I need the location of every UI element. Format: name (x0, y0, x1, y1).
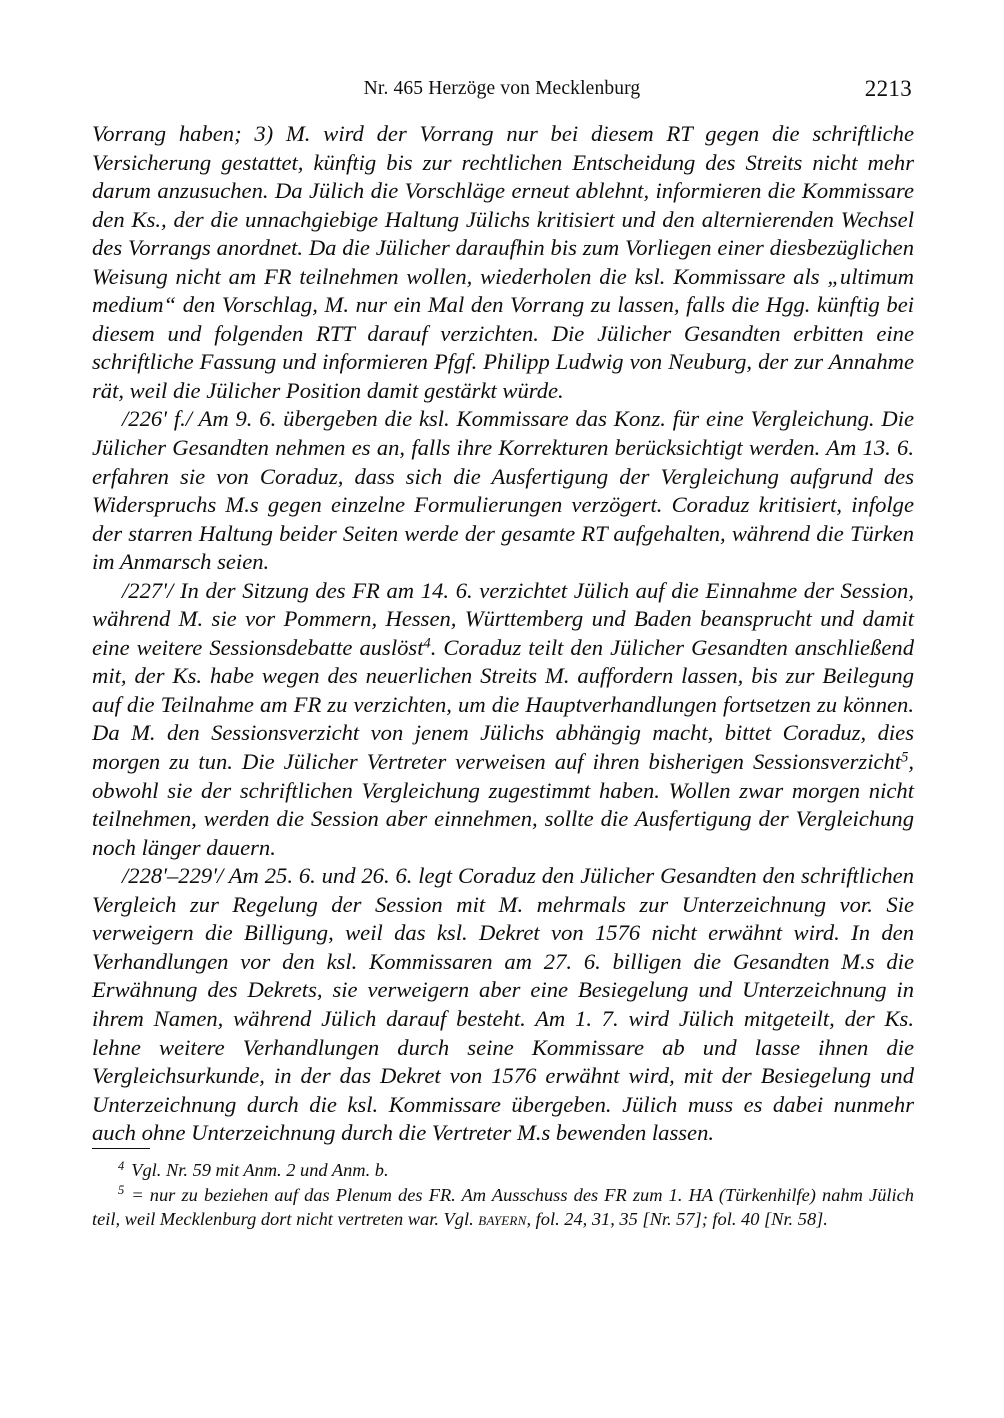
paragraph-folio-227-part1: /227'/ In der Sitzung des FR am 14. 6. verzichtet Jülich auf die Einnahme der Session, während M. sie vor Pommern, Hessen, Württemberg und Baden beansprucht und damit eine weitere Sessionsdebatte auslöst (92, 577, 914, 660)
footnote-5-source-name: bayern (478, 1209, 527, 1231)
footnote-reference-4[interactable]: 4 (423, 635, 431, 652)
footnote-area (92, 1148, 914, 1233)
page-header (92, 78, 912, 104)
paragraph-folio-226: /226' f./ Am 9. 6. übergeben die ksl. Kommissare das Konz. für eine Vergleichung. Die Jülicher Gesandten nehmen es an, falls ihre Korrekturen berücksichtigt werden. Am 13. 6. erfahren sie von Coraduz, dass sich die Ausfertigung der Vergleichung aufgrund des Widerspruchs M.s gegen einzelne Formulierungen verzögert. Coraduz kritisiert, infolge der starren Haltung beider Seiten werde der gesamte RT aufgehalten, während die Türken im Anmarsch seien. (92, 406, 914, 575)
footnote-4-text: Vgl. Nr. 59 mit Anm. 2 und Anm. b. (131, 1160, 389, 1180)
running-head-title: Nr. 465 Herzöge von Mecklenburg (363, 78, 641, 99)
footnote-5-text-part1: = nur zu beziehen auf das Plenum des FR. Am Ausschuss des FR zum 1. HA (Türkenhilfe) nahm Jülich teil, weil Mecklenburg dort nicht vertreten war. Vgl. (92, 1184, 914, 1230)
paragraph-continuation: Vorrang haben; 3) M. wird der Vorrang nur bei diesem RT gegen die schriftliche Versicherung gestattet, künftig bis zur rechtlichen Entscheidung des Streits nicht mehr darum anzusuchen. Da Jülich die Vorschläge erneut ablehnt, informieren die Kommissare den Ks., der die unnachgiebige Haltung Jülichs kritisiert und den alternierenden Wechsel des Vorrangs anordnet. Da die Jülicher daraufhin bis zum Vorliegen einer diesbezüglichen Weisung nicht am FR teilnehmen wollen, wiederholen die ksl. Kommissare als „ultimum medium“ den Vorschlag, M. nur ein Mal den Vorrang zu lassen, falls die Hgg. künftig bei diesem und folgenden RTT darauf verzichten. Die Jülicher Gesandten erbitten eine schriftliche Fassung und informieren Pfgf. Philipp Ludwig von Neuburg, der zur Annahme rät, weil die Jülicher Position damit gestärkt würde. (92, 121, 914, 403)
paragraph-folio-227 (92, 577, 914, 862)
footnote-4: 4 Vgl. Nr. 59 mit Anm. 2 und Anm. b. (118, 1158, 389, 1180)
paragraph-folio-228-229: /228'–229'/ Am 25. 6. und 26. 6. legt Coraduz den Jülicher Gesandten den schriftlichen Vergleich zur Regelung der Session mit M. mehrmals zur Unterzeichnung vor. Sie verweigern die Billigung, weil das ksl. Dekret von 1576 nicht erwähnt wird. In den Verhandlungen vor den ksl. Kommissaren am 27. 6. billigen die Gesandten M.s die Erwähnung des Dekrets, sie verweigern aber eine Besiegelung und Unterzeichnung in ihrem Namen, während Jülich darauf besteht. Am 1. 7. wird Jülich mitgeteilt, der Ks. lehne weitere Verhandlungen durch seine Kommissare ab und lasse ihnen die Vergleichsurkunde, in der das Dekret von 1576 erwähnt wird, mit der Besiegelung und Unterzeichnung durch die ksl. Kommissare übergeben. Jülich muss es dabei nunmehr auch ohne Unterzeichnung durch die Vertreter M.s bewenden lassen. (92, 863, 914, 1146)
footnote-separator-rule (92, 1148, 150, 1149)
footnote-5: 5 = nur zu beziehen auf das Plenum des FR. Am Ausschuss des FR zum 1. HA (Türkenhilfe) nahm Jülich teil, weil Mecklenburg dort nicht vertreten war. Vgl. bayern, fol. 24, 31, 35 [Nr. 57]; fol. 40 [Nr. 58]. (92, 1183, 914, 1231)
footnote-5-text-part2: , fol. 24, 31, 35 [Nr. 57]; fol. 40 [Nr. 58]. (526, 1209, 828, 1230)
page-number: 2213 (864, 76, 912, 101)
footnote-reference-5[interactable]: 5 (901, 749, 909, 766)
paragraph-folio-227-part3: , obwohl sie der schriftlichen Vergleichung zugestimmt haben. Wollen zwar morgen nicht teilnehmen, werden die Session aber einnehmen, sollte die Ausfertigung der Vergleichung noch länger dauern. (92, 749, 914, 860)
paragraph-folio-227-part2: . Coraduz teilt den Jülicher Gesandten anschließend mit, der Ks. habe wegen des neuerlichen Streits M. auffordern lassen, bis zur Beilegung auf die Teilnahme am FR zu verzichten, um die Hauptverhandlungen fortsetzen zu können. Da M. den Sessionsverzicht von jenem Jülichs abhängig macht, bittet Coraduz, dies morgen zu tun. Die Jülicher Vertreter verweisen auf ihren bisherigen Sessionsverzicht (92, 634, 914, 775)
body-text-block (92, 120, 914, 1148)
